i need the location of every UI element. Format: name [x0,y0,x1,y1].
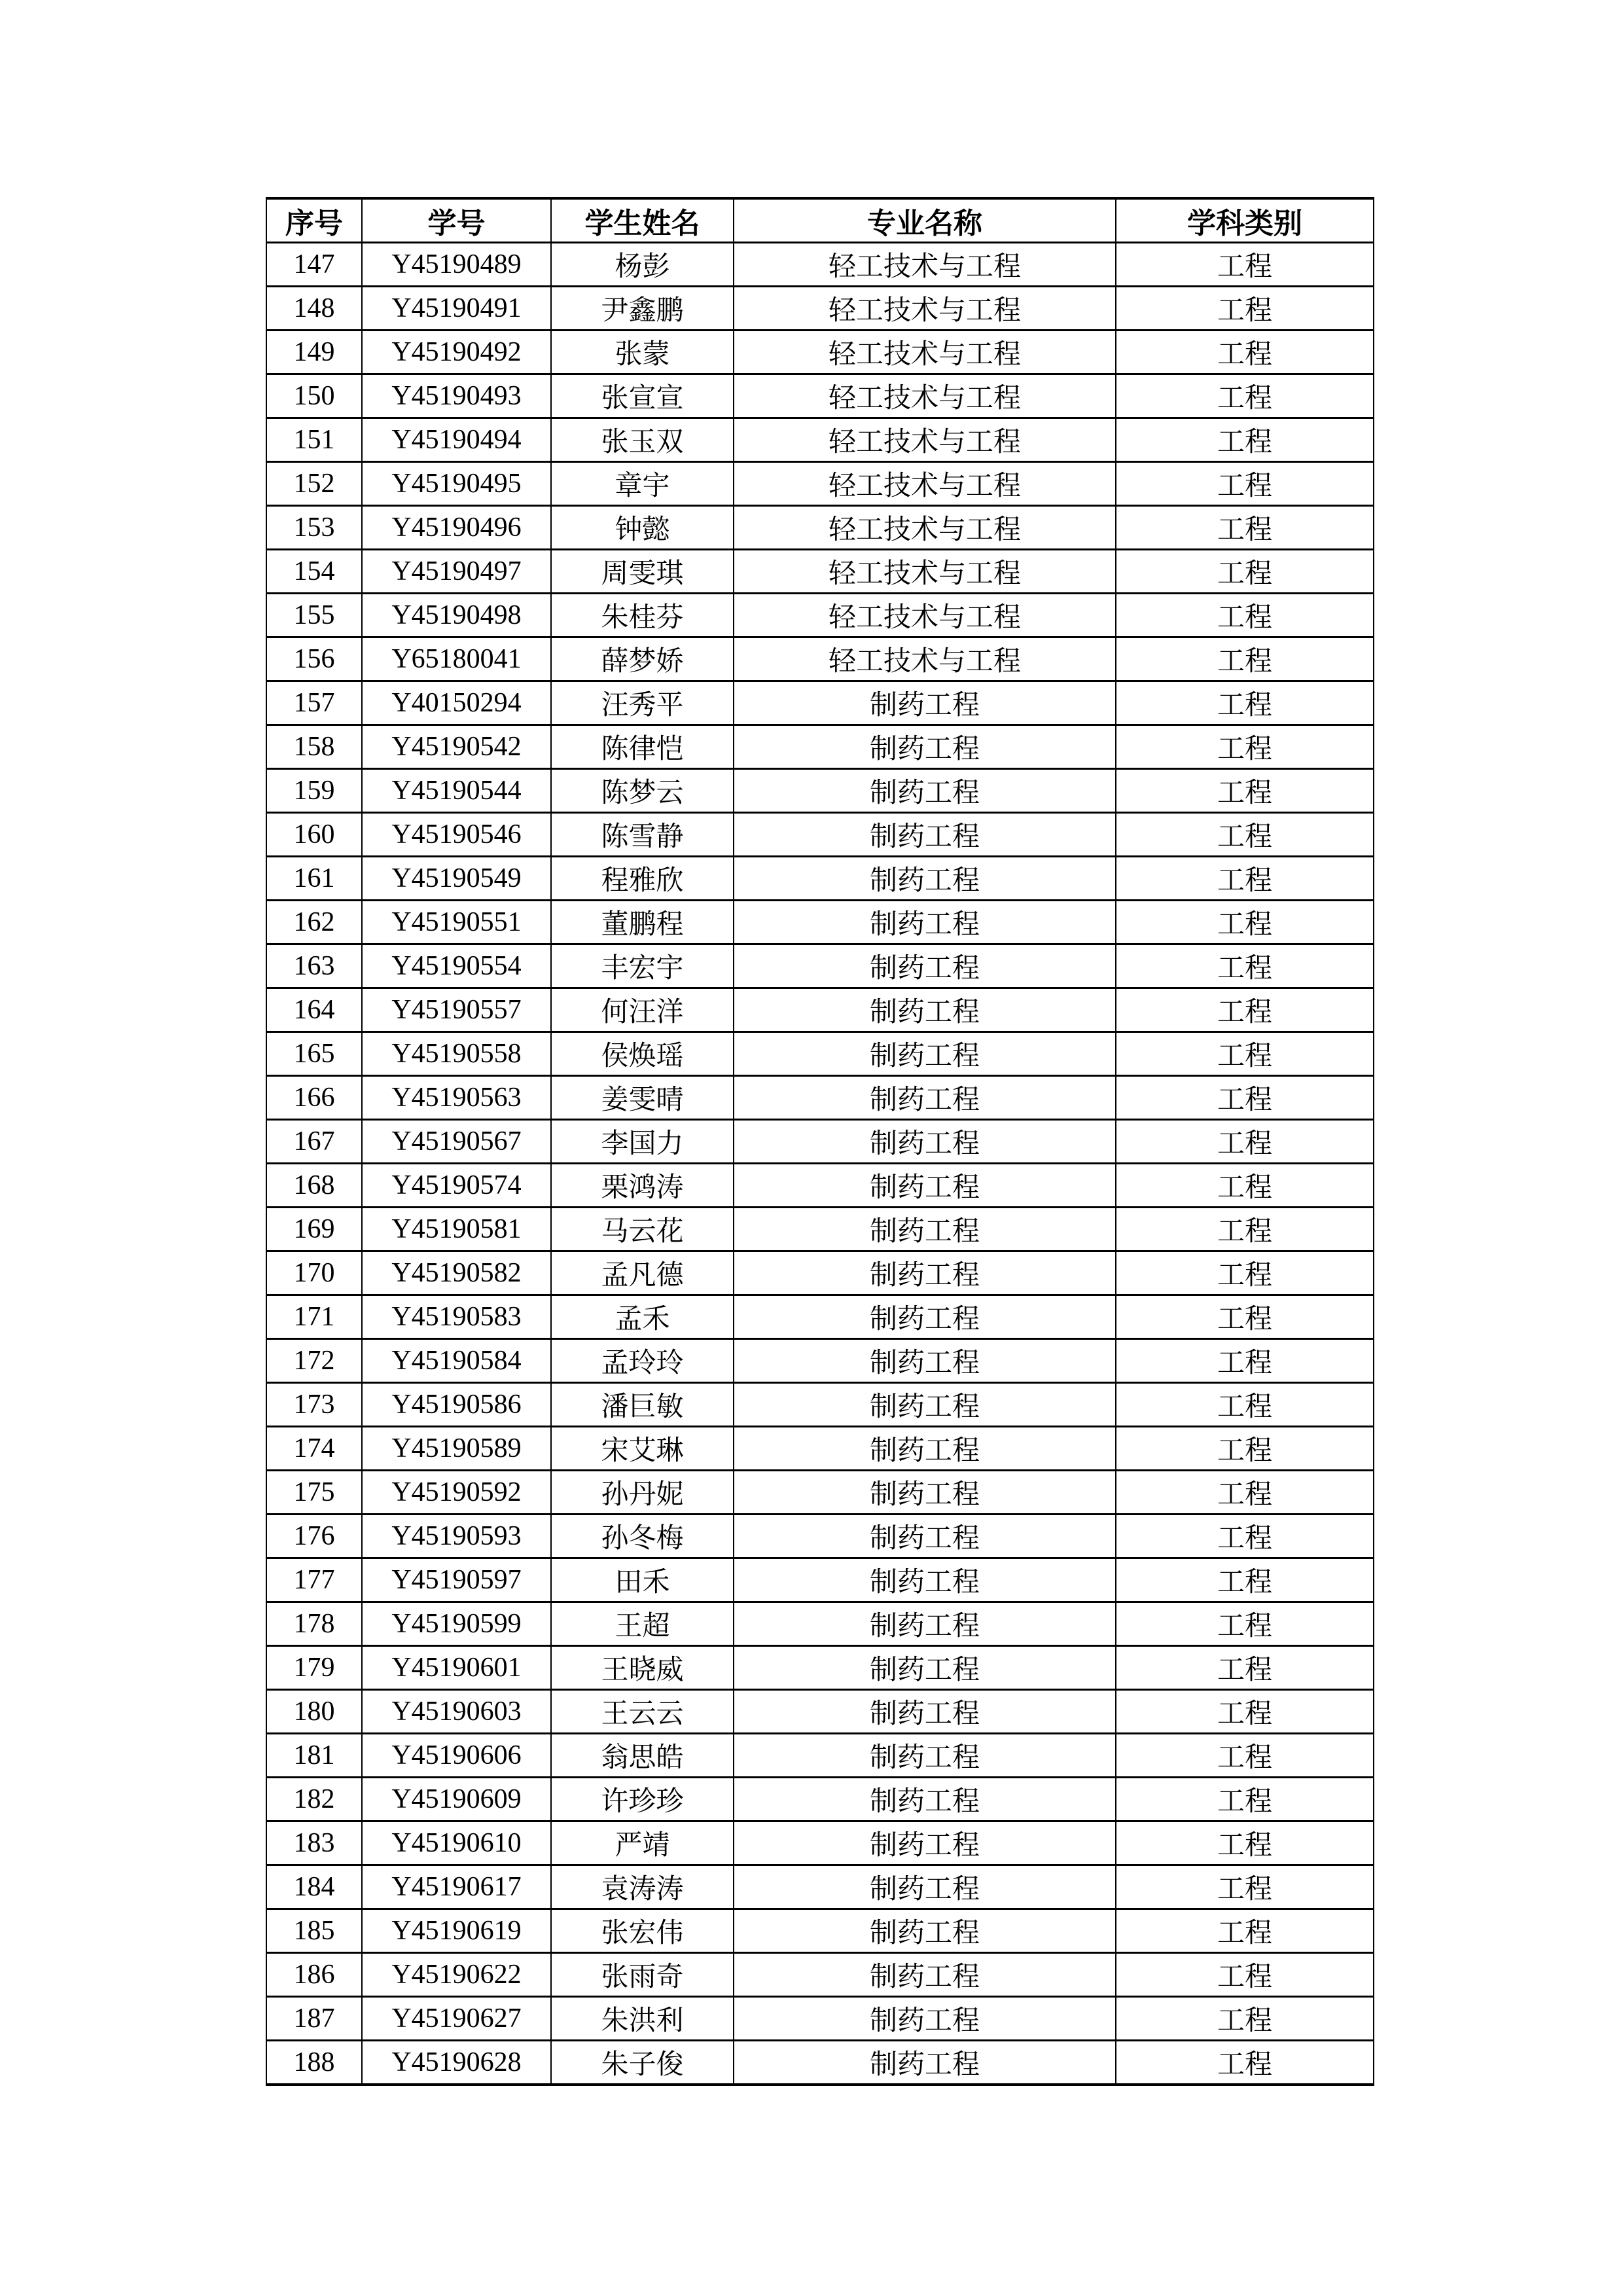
cell-student-name: 王晓威 [551,1646,734,1690]
table-row [266,725,1374,769]
table-row [266,1734,1374,1778]
cell-index: 173 [266,1383,362,1427]
cell-student-name: 翁思皓 [551,1734,734,1778]
cell-major: 制药工程 [734,1734,1116,1778]
cell-index: 170 [266,1251,362,1295]
cell-student-name: 孟凡德 [551,1251,734,1295]
table-row [266,988,1374,1032]
cell-major: 制药工程 [734,1295,1116,1339]
table-row [266,506,1374,550]
cell-index: 158 [266,725,362,769]
cell-index: 151 [266,418,362,462]
table-row [266,1865,1374,1909]
cell-index: 174 [266,1427,362,1471]
cell-major: 制药工程 [734,2041,1116,2085]
cell-student-name: 严靖 [551,1821,734,1865]
cell-major: 制药工程 [734,1515,1116,1558]
table-row [266,944,1374,988]
cell-discipline: 工程 [1116,725,1374,769]
table-row [266,1251,1374,1295]
cell-discipline: 工程 [1116,1953,1374,1997]
cell-student-id: Y45190586 [362,1383,551,1427]
cell-major: 制药工程 [734,813,1116,857]
cell-major: 制药工程 [734,857,1116,901]
cell-student-name: 杨彭 [551,243,734,287]
cell-discipline: 工程 [1116,1909,1374,1953]
cell-discipline: 工程 [1116,331,1374,374]
table-row [266,1032,1374,1076]
table-row [266,2041,1374,2085]
cell-index: 165 [266,1032,362,1076]
header-cell-index: 序号 [266,198,362,243]
cell-major: 制药工程 [734,901,1116,944]
table-row [266,594,1374,637]
cell-student-id: Y45190584 [362,1339,551,1383]
cell-student-name: 薛梦娇 [551,637,734,681]
cell-major: 制药工程 [734,944,1116,988]
cell-student-id: Y45190627 [362,1997,551,2041]
cell-major: 制药工程 [734,1339,1116,1383]
cell-index: 180 [266,1690,362,1734]
cell-discipline: 工程 [1116,1208,1374,1251]
cell-major: 制药工程 [734,1558,1116,1602]
table-row [266,1997,1374,2041]
cell-discipline: 工程 [1116,1690,1374,1734]
cell-student-id: Y45190544 [362,769,551,813]
table-row [266,462,1374,506]
cell-discipline: 工程 [1116,1778,1374,1821]
cell-student-name: 王云云 [551,1690,734,1734]
table-row [266,1953,1374,1997]
cell-student-id: Y45190497 [362,550,551,594]
cell-discipline: 工程 [1116,769,1374,813]
table-row [266,1208,1374,1251]
cell-discipline: 工程 [1116,418,1374,462]
cell-major: 制药工程 [734,1690,1116,1734]
cell-student-id: Y45190563 [362,1076,551,1120]
cell-discipline: 工程 [1116,988,1374,1032]
cell-discipline: 工程 [1116,550,1374,594]
cell-student-name: 丰宏宇 [551,944,734,988]
cell-student-id: Y45190582 [362,1251,551,1295]
header-cell-major: 专业名称 [734,198,1116,243]
table-row [266,681,1374,725]
cell-index: 154 [266,550,362,594]
cell-student-id: Y45190491 [362,287,551,331]
cell-student-name: 程雅欣 [551,857,734,901]
cell-student-name: 田禾 [551,1558,734,1602]
cell-major: 制药工程 [734,1427,1116,1471]
cell-discipline: 工程 [1116,1558,1374,1602]
cell-student-name: 陈律恺 [551,725,734,769]
cell-discipline: 工程 [1116,1120,1374,1164]
cell-major: 制药工程 [734,725,1116,769]
cell-student-id: Y45190558 [362,1032,551,1076]
table-row [266,287,1374,331]
table-row [266,1383,1374,1427]
cell-discipline: 工程 [1116,1734,1374,1778]
cell-index: 161 [266,857,362,901]
cell-index: 186 [266,1953,362,1997]
cell-student-name: 潘巨敏 [551,1383,734,1427]
cell-index: 175 [266,1471,362,1515]
cell-discipline: 工程 [1116,944,1374,988]
cell-student-id: Y45190593 [362,1515,551,1558]
cell-major: 制药工程 [734,988,1116,1032]
table-row [266,331,1374,374]
cell-index: 149 [266,331,362,374]
cell-discipline: 工程 [1116,594,1374,637]
cell-student-id: Y65180041 [362,637,551,681]
header-cell-student-name: 学生姓名 [551,198,734,243]
table-row [266,1427,1374,1471]
cell-major: 制药工程 [734,1471,1116,1515]
cell-major: 制药工程 [734,1821,1116,1865]
cell-student-id: Y45190628 [362,2041,551,2085]
cell-student-id: Y45190599 [362,1602,551,1646]
cell-student-name: 张宣宣 [551,374,734,418]
table-row [266,243,1374,287]
cell-student-name: 马云花 [551,1208,734,1251]
table-row [266,637,1374,681]
cell-student-name: 侯焕瑶 [551,1032,734,1076]
cell-major: 制药工程 [734,1997,1116,2041]
cell-discipline: 工程 [1116,1997,1374,2041]
cell-discipline: 工程 [1116,1032,1374,1076]
cell-discipline: 工程 [1116,1515,1374,1558]
cell-index: 162 [266,901,362,944]
cell-index: 150 [266,374,362,418]
cell-student-name: 朱洪利 [551,1997,734,2041]
cell-student-name: 孟禾 [551,1295,734,1339]
cell-discipline: 工程 [1116,1339,1374,1383]
cell-student-id: Y45190574 [362,1164,551,1208]
cell-major: 制药工程 [734,1032,1116,1076]
cell-index: 168 [266,1164,362,1208]
cell-student-id: Y45190542 [362,725,551,769]
cell-index: 156 [266,637,362,681]
cell-discipline: 工程 [1116,506,1374,550]
cell-major: 制药工程 [734,1208,1116,1251]
cell-student-id: Y45190610 [362,1821,551,1865]
table-row [266,1909,1374,1953]
cell-student-id: Y45190601 [362,1646,551,1690]
cell-discipline: 工程 [1116,1471,1374,1515]
cell-discipline: 工程 [1116,287,1374,331]
cell-discipline: 工程 [1116,813,1374,857]
cell-student-name: 袁涛涛 [551,1865,734,1909]
cell-major: 制药工程 [734,1120,1116,1164]
cell-student-id: Y45190496 [362,506,551,550]
header-cell-student-id: 学号 [362,198,551,243]
cell-student-name: 陈雪静 [551,813,734,857]
cell-student-name: 陈梦云 [551,769,734,813]
table-row [266,1295,1374,1339]
cell-student-id: Y45190549 [362,857,551,901]
cell-student-id: Y45190493 [362,374,551,418]
cell-index: 152 [266,462,362,506]
cell-student-id: Y40150294 [362,681,551,725]
cell-student-name: 尹鑫鹏 [551,287,734,331]
cell-index: 167 [266,1120,362,1164]
cell-student-name: 何汪洋 [551,988,734,1032]
cell-student-name: 栗鸿涛 [551,1164,734,1208]
cell-student-id: Y45190554 [362,944,551,988]
table-row [266,1164,1374,1208]
cell-student-name: 朱子俊 [551,2041,734,2085]
cell-student-name: 宋艾琳 [551,1427,734,1471]
cell-student-name: 章宇 [551,462,734,506]
cell-discipline: 工程 [1116,1821,1374,1865]
cell-discipline: 工程 [1116,1865,1374,1909]
cell-index: 163 [266,944,362,988]
cell-discipline: 工程 [1116,1427,1374,1471]
cell-student-name: 钟懿 [551,506,734,550]
cell-student-name: 汪秀平 [551,681,734,725]
table-row [266,1558,1374,1602]
cell-student-name: 李国力 [551,1120,734,1164]
cell-major: 制药工程 [734,1076,1116,1120]
cell-major: 制药工程 [734,1383,1116,1427]
cell-discipline: 工程 [1116,374,1374,418]
cell-student-id: Y45190498 [362,594,551,637]
cell-major: 轻工技术与工程 [734,287,1116,331]
cell-index: 159 [266,769,362,813]
cell-student-id: Y45190494 [362,418,551,462]
cell-student-id: Y45190619 [362,1909,551,1953]
cell-major: 轻工技术与工程 [734,462,1116,506]
cell-discipline: 工程 [1116,1076,1374,1120]
cell-index: 178 [266,1602,362,1646]
cell-index: 169 [266,1208,362,1251]
cell-student-id: Y45190495 [362,462,551,506]
cell-discipline: 工程 [1116,243,1374,287]
cell-index: 160 [266,813,362,857]
cell-student-id: Y45190603 [362,1690,551,1734]
cell-index: 182 [266,1778,362,1821]
cell-discipline: 工程 [1116,462,1374,506]
cell-student-name: 张雨奇 [551,1953,734,1997]
cell-index: 179 [266,1646,362,1690]
cell-index: 153 [266,506,362,550]
cell-student-name: 姜雯晴 [551,1076,734,1120]
table-row [266,418,1374,462]
cell-student-name: 孙冬梅 [551,1515,734,1558]
cell-student-id: Y45190489 [362,243,551,287]
cell-student-id: Y45190592 [362,1471,551,1515]
cell-index: 147 [266,243,362,287]
cell-index: 148 [266,287,362,331]
cell-student-id: Y45190551 [362,901,551,944]
cell-student-name: 张玉双 [551,418,734,462]
cell-major: 轻工技术与工程 [734,243,1116,287]
cell-discipline: 工程 [1116,681,1374,725]
table-row [266,1515,1374,1558]
cell-student-id: Y45190567 [362,1120,551,1164]
table-row [266,1076,1374,1120]
cell-major: 轻工技术与工程 [734,374,1116,418]
cell-major: 制药工程 [734,1646,1116,1690]
cell-student-name: 董鹏程 [551,901,734,944]
cell-index: 188 [266,2041,362,2085]
cell-student-name: 许珍珍 [551,1778,734,1821]
cell-major: 制药工程 [734,1865,1116,1909]
cell-index: 155 [266,594,362,637]
cell-discipline: 工程 [1116,1602,1374,1646]
cell-index: 164 [266,988,362,1032]
cell-discipline: 工程 [1116,857,1374,901]
header-cell-discipline: 学科类别 [1116,198,1374,243]
cell-student-id: Y45190583 [362,1295,551,1339]
cell-major: 制药工程 [734,681,1116,725]
table-row [266,1821,1374,1865]
cell-major: 轻工技术与工程 [734,594,1116,637]
cell-student-id: Y45190546 [362,813,551,857]
cell-major: 制药工程 [734,1778,1116,1821]
cell-major: 轻工技术与工程 [734,418,1116,462]
cell-student-name: 朱桂芬 [551,594,734,637]
cell-student-id: Y45190557 [362,988,551,1032]
cell-major: 制药工程 [734,1953,1116,1997]
cell-index: 187 [266,1997,362,2041]
student-roster-table [266,197,1374,2086]
cell-major: 制药工程 [734,1251,1116,1295]
cell-major: 轻工技术与工程 [734,550,1116,594]
table-row [266,1602,1374,1646]
table-row [266,1778,1374,1821]
cell-major: 制药工程 [734,1909,1116,1953]
cell-student-id: Y45190597 [362,1558,551,1602]
table-row [266,769,1374,813]
table-row [266,857,1374,901]
cell-student-id: Y45190617 [362,1865,551,1909]
table-row [266,1471,1374,1515]
cell-discipline: 工程 [1116,1383,1374,1427]
cell-student-name: 孙丹妮 [551,1471,734,1515]
cell-index: 181 [266,1734,362,1778]
cell-student-id: Y45190609 [362,1778,551,1821]
cell-student-id: Y45190606 [362,1734,551,1778]
table-row [266,901,1374,944]
cell-major: 轻工技术与工程 [734,506,1116,550]
cell-index: 176 [266,1515,362,1558]
cell-student-id: Y45190581 [362,1208,551,1251]
table-row [266,1646,1374,1690]
cell-discipline: 工程 [1116,901,1374,944]
table-row [266,374,1374,418]
cell-major: 轻工技术与工程 [734,331,1116,374]
cell-discipline: 工程 [1116,637,1374,681]
cell-discipline: 工程 [1116,1251,1374,1295]
cell-student-id: Y45190492 [362,331,551,374]
table-row [266,1339,1374,1383]
cell-student-name: 周雯琪 [551,550,734,594]
cell-index: 166 [266,1076,362,1120]
table-row [266,1690,1374,1734]
cell-student-name: 王超 [551,1602,734,1646]
cell-student-name: 孟玲玲 [551,1339,734,1383]
cell-index: 157 [266,681,362,725]
table-row [266,813,1374,857]
cell-index: 171 [266,1295,362,1339]
cell-index: 183 [266,1821,362,1865]
cell-major: 轻工技术与工程 [734,637,1116,681]
cell-discipline: 工程 [1116,2041,1374,2085]
cell-student-id: Y45190622 [362,1953,551,1997]
cell-index: 185 [266,1909,362,1953]
cell-student-id: Y45190589 [362,1427,551,1471]
cell-major: 制药工程 [734,769,1116,813]
cell-index: 177 [266,1558,362,1602]
cell-major: 制药工程 [734,1602,1116,1646]
table-row [266,550,1374,594]
cell-student-name: 张宏伟 [551,1909,734,1953]
cell-index: 172 [266,1339,362,1383]
table-row [266,1120,1374,1164]
cell-discipline: 工程 [1116,1295,1374,1339]
cell-discipline: 工程 [1116,1646,1374,1690]
cell-major: 制药工程 [734,1164,1116,1208]
cell-index: 184 [266,1865,362,1909]
cell-student-name: 张蒙 [551,331,734,374]
cell-discipline: 工程 [1116,1164,1374,1208]
header-row [266,198,1374,243]
